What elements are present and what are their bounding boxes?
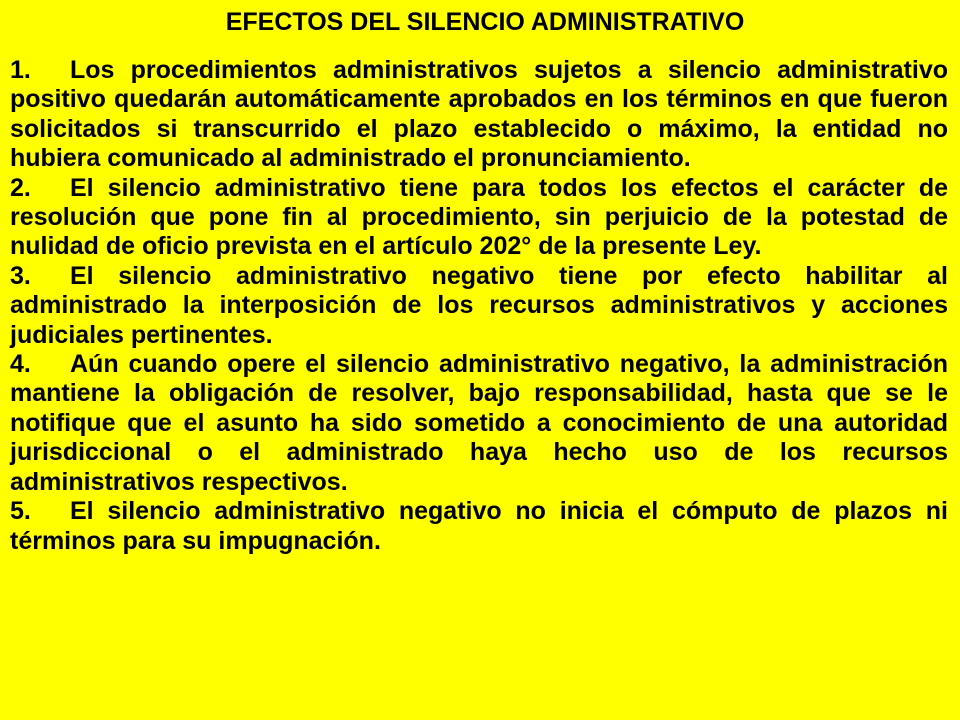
list-item bbox=[10, 262, 948, 350]
item-text: Aún cuando opere el silencio administrativo negativo, la administración mantiene la obligación de resolver, bajo responsabilidad, hasta que se le notifique que el asunto ha sido sometido a conocimiento de una autoridad jurisdiccional o el administrado haya hecho uso de los recursos administrativos respectivos. bbox=[10, 350, 948, 496]
list-item bbox=[10, 350, 948, 497]
list-item bbox=[10, 56, 948, 174]
item-text: El silencio administrativo negativo no inicia el cómputo de plazos ni términos para su impugnación. bbox=[10, 497, 948, 555]
item-number: 2. bbox=[10, 173, 31, 202]
list-item bbox=[10, 497, 948, 556]
item-number: 5. bbox=[10, 497, 31, 526]
item-text: El silencio administrativo tiene para todos los efectos el carácter de resolución que pone fin al procedimiento, sin perjuicio de la potestad de nulidad de oficio prevista en el artículo 202° de la presente Ley. bbox=[10, 173, 948, 261]
list-item bbox=[10, 174, 948, 262]
item-number: 1. bbox=[10, 56, 31, 84]
item-text: Los procedimientos administrativos sujetos a silencio administrativo positivo quedarán automáticamente aprobados en los términos en que fueron solicitados si transcurrido el plazo establecido o máximo, la entidad no hubiera comunicado al administrado el pronunciamiento. bbox=[10, 56, 948, 173]
item-number: 4. bbox=[10, 350, 31, 379]
article-list bbox=[10, 56, 948, 556]
page-title: EFECTOS DEL SILENCIO ADMINISTRATIVO bbox=[225, 8, 745, 36]
item-text: El silencio administrativo negativo tiene por efecto habilitar al administrado la interposición de los recursos administrativos y acciones judiciales pertinentes. bbox=[10, 261, 948, 349]
item-number: 3. bbox=[10, 261, 31, 290]
